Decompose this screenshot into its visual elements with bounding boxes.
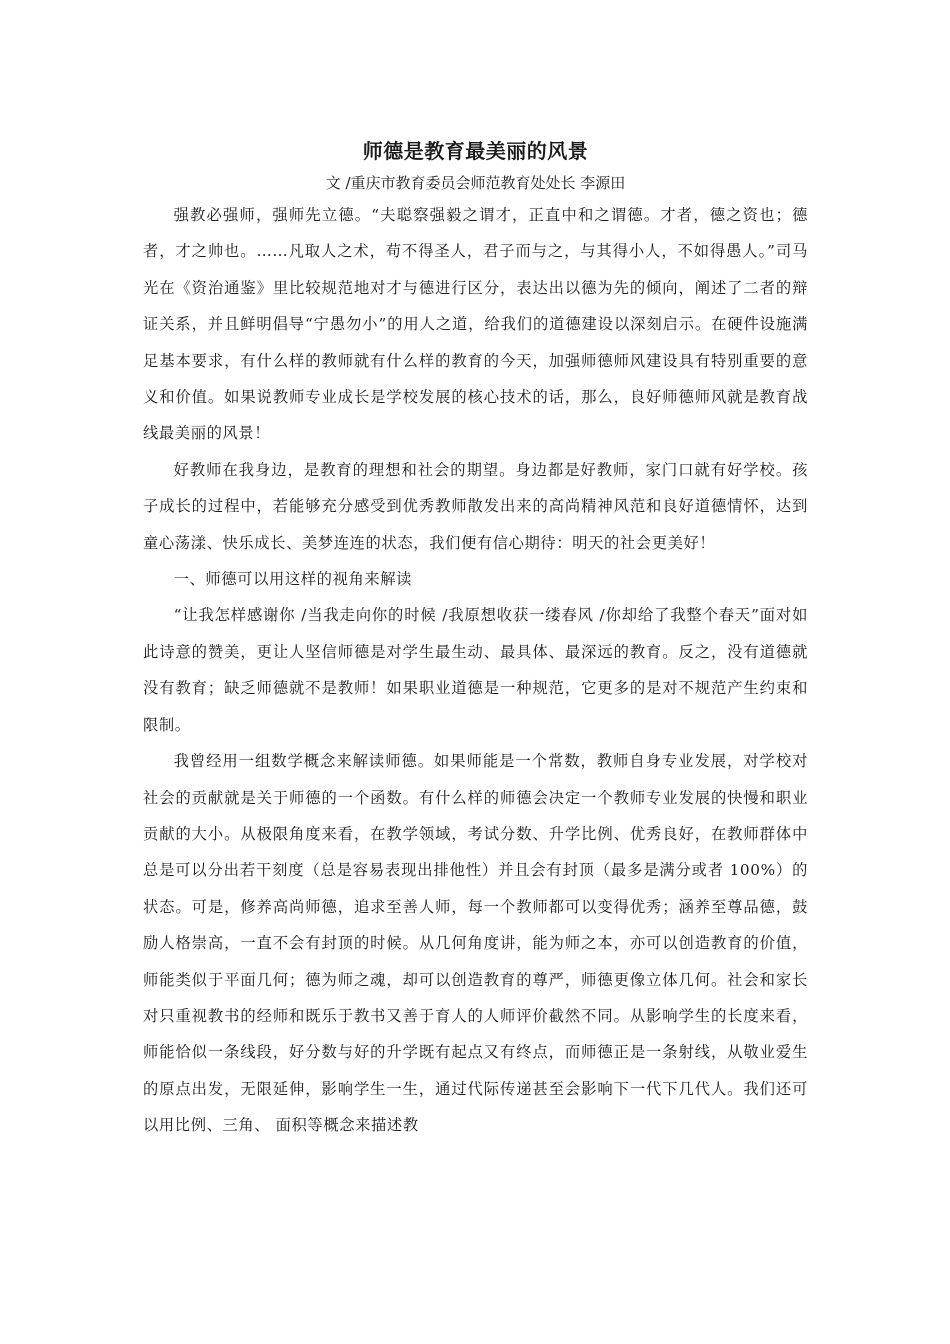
section-heading: 一、师德可以用这样的视角来解读 (173, 570, 413, 589)
paragraph-1: 强教必强师，强师先立德。“夫聪察强毅之谓才，正直中和之谓德。才者，德之资也；德者，才之帅也。……凡取人之术，苟不得圣人，君子而与之，与其得小人，不如得愚人。”司马光在《资治通鉴》里比较规范地对才与德进行区分，表达出以德为先的倾向，阐述了二者的辩证关系，并且鲜明倡导“宁愚勿小”的用人之道，给我们的道德建设以深刻启示。在硬件设施满足基本要求，有什么样的教师就有什么样的教育的今天，加强师德师风建设具有特别重要的意义和价值。如果说教师专业成长是学校发展的核心技术的话，那么，良好师德师风就是教育战线最美丽的风景！ (143, 206, 808, 443)
paragraph-3: “让我怎样感谢你 /当我走向你的时候 /我原想收获一缕春风 /你却给了我整个春天”面对如此诗意的赞美，更让人坚信师德是对学生最生动、最具体、最深远的教育。反之，没有道德就没有教育；缺乏师德就不是教师！如果职业道德是一种规范，它更多的是对不规范产生约束和限制。 (143, 606, 808, 734)
paragraph-2: 好教师在我身边，是教育的理想和社会的期望。身边都是好教师，家门口就有好学校。孩子成长的过程中，若能够充分感受到优秀教师散发出来的高尚精神风范和良好道德情怀，达到童心荡漾、快乐成长、美梦连连的状态，我们便有信心期待：明天的社会更美好！ (143, 460, 808, 552)
document-title: 师德是教育最美丽的风景 (362, 139, 589, 163)
paragraph-4: 我曾经用一组数学概念来解读师德。如果师能是一个常数，教师自身专业发展，对学校对社会的贡献就是关于师德的一个函数。有什么样的师德会决定一个教师专业发展的快慢和职业贡献的大小。从极限角度来看，在教学领域，考试分数、升学比例、优秀良好，在教师群体中总是可以分出若干刻度（总是容易表现出排他性）并且会有封顶（最多是满分或者 100%）的状态。可是，修养高尚师德，追求至善人师，每一个教师都可以变得优秀；涵养至尊品德，鼓励人格崇高，一直不会有封顶的时候。从几何角度讲，能为师之本，亦可以创造教育的价值，师能类似于平面几何；德为师之魂，却可以创造教育的尊严，师德更像立体几何。社会和家长对只重视教书的经师和既乐于教书又善于育人的人师评价截然不同。从影响学生的长度来看，师能恰似一条线段，好分数与好的升学既有起点又有终点，而师德正是一条射线，从敬业爱生的原点出发，无限延伸，影响学生一生，通过代际传递甚至会影响下一代下几代人。我们还可以用比例、三角、 面积等概念来描述教 (143, 752, 808, 1135)
author-byline: 文 /重庆市教育委员会师范教育处处长 李源田 (325, 174, 626, 192)
document-body (143, 133, 808, 1144)
